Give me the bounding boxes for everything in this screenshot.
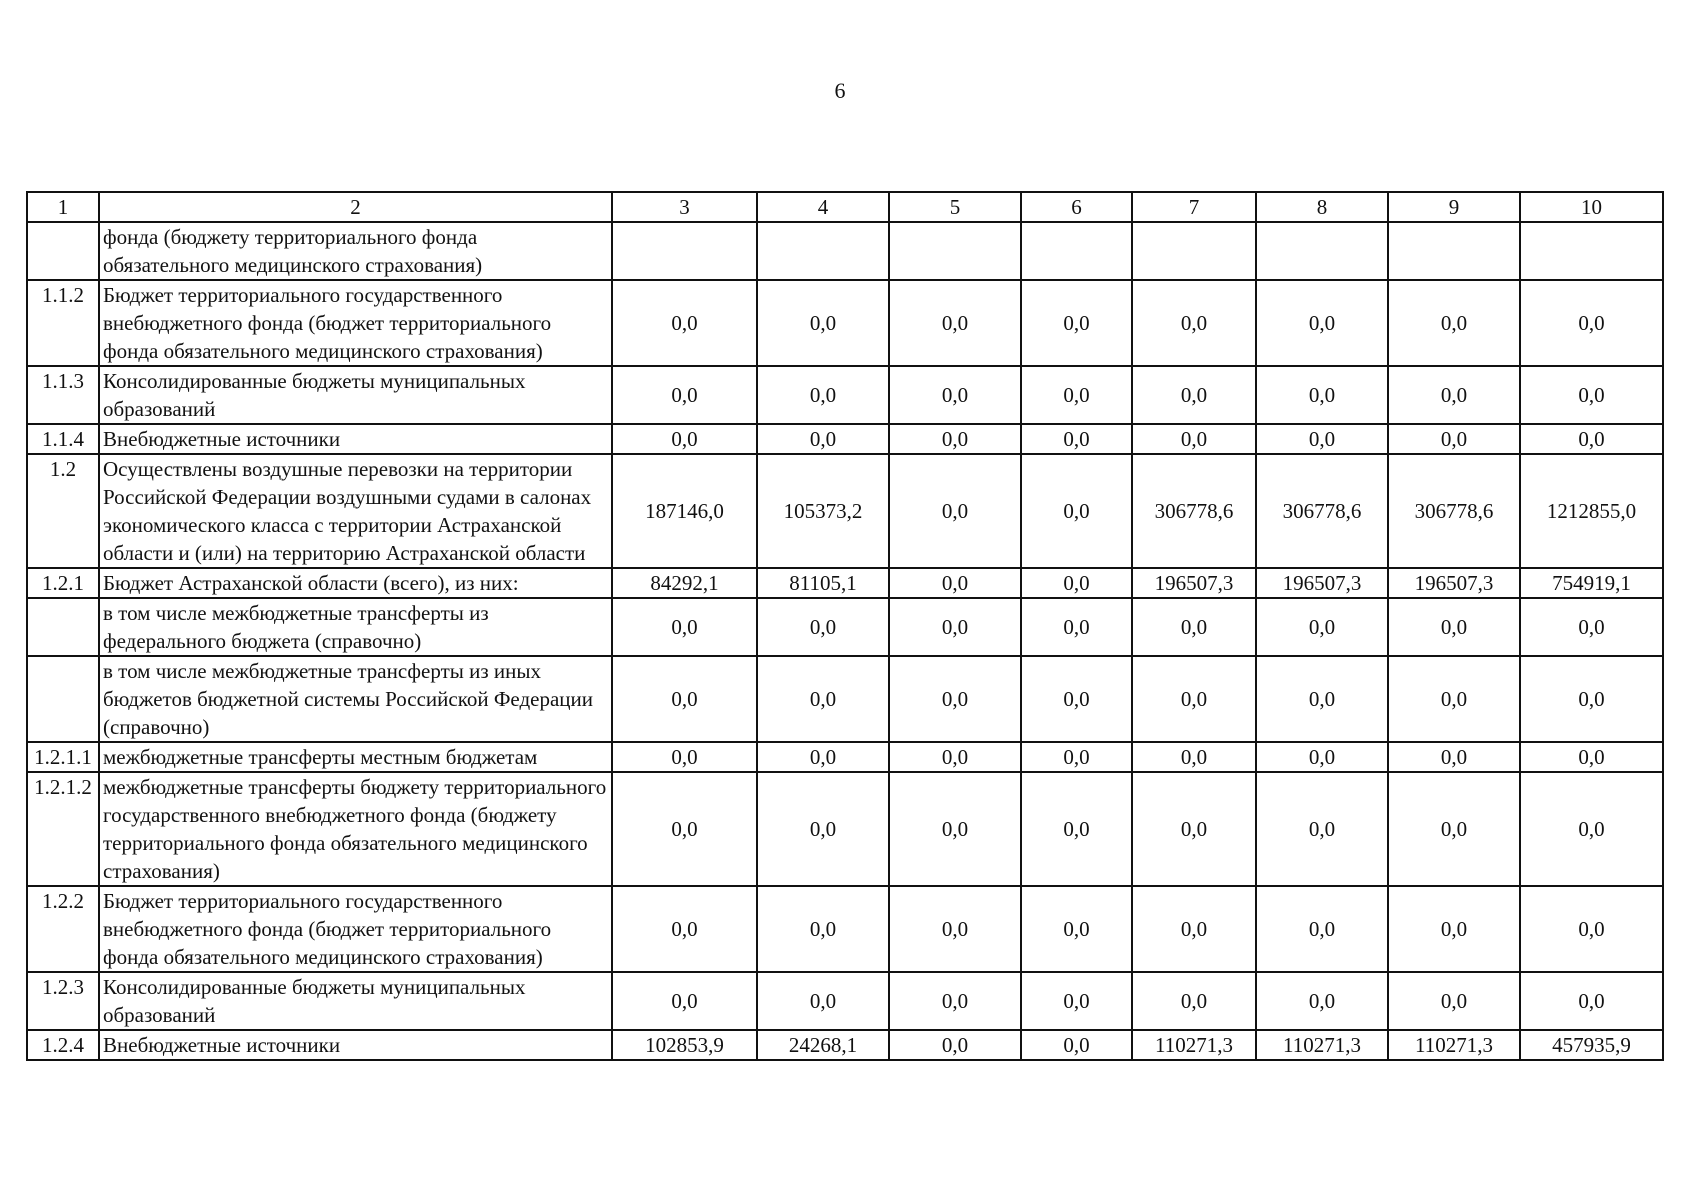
value-cell: 110271,3 — [1132, 1030, 1256, 1060]
value-cell: 0,0 — [1021, 366, 1132, 424]
row-description-cell: Бюджет Астраханской области (всего), из них: — [99, 568, 612, 598]
value-cell — [1388, 222, 1520, 280]
value-cell — [612, 222, 757, 280]
table-body — [27, 192, 1663, 1060]
value-cell: 306778,6 — [1256, 454, 1388, 568]
row-code-cell — [27, 598, 99, 656]
value-cell: 306778,6 — [1388, 454, 1520, 568]
row-code-cell: 1.2.3 — [27, 972, 99, 1030]
value-cell: 0,0 — [889, 598, 1021, 656]
value-cell: 0,0 — [1388, 656, 1520, 742]
value-cell: 0,0 — [757, 598, 889, 656]
value-cell: 0,0 — [889, 280, 1021, 366]
value-cell: 0,0 — [889, 742, 1021, 772]
table-row — [27, 598, 1663, 656]
row-code-cell — [27, 656, 99, 742]
budget-table — [26, 191, 1664, 1061]
value-cell: 0,0 — [1132, 742, 1256, 772]
value-cell: 0,0 — [757, 280, 889, 366]
value-cell: 0,0 — [1256, 424, 1388, 454]
budget-table-container — [26, 191, 1662, 1061]
value-cell: 0,0 — [612, 280, 757, 366]
value-cell — [757, 222, 889, 280]
value-cell: 0,0 — [1388, 742, 1520, 772]
value-cell: 0,0 — [1256, 886, 1388, 972]
value-cell: 0,0 — [889, 886, 1021, 972]
row-code-cell: 1.2.2 — [27, 886, 99, 972]
value-cell: 0,0 — [889, 1030, 1021, 1060]
row-code-cell: 1.1.2 — [27, 280, 99, 366]
value-cell: 0,0 — [757, 656, 889, 742]
page-number: 6 — [834, 78, 846, 103]
row-description-cell: межбюджетные трансферты бюджету территориального государственного внебюджетного фонда (бюджету территориального фонда обязательного медицинского страхования) — [99, 772, 612, 886]
table-row — [27, 280, 1663, 366]
value-cell: 105373,2 — [757, 454, 889, 568]
value-cell: 0,0 — [1388, 424, 1520, 454]
row-code-cell — [27, 222, 99, 280]
value-cell: 0,0 — [1021, 568, 1132, 598]
row-description-cell: в том числе межбюджетные трансферты из федерального бюджета (справочно) — [99, 598, 612, 656]
table-row — [27, 886, 1663, 972]
value-cell: 0,0 — [612, 886, 757, 972]
table-row — [27, 424, 1663, 454]
value-cell: 306778,6 — [1132, 454, 1256, 568]
row-code-cell: 1.2.4 — [27, 1030, 99, 1060]
table-row — [27, 1030, 1663, 1060]
value-cell: 0,0 — [757, 742, 889, 772]
value-cell — [1021, 222, 1132, 280]
value-cell: 0,0 — [1021, 1030, 1132, 1060]
row-description-cell: Внебюджетные источники — [99, 1030, 612, 1060]
value-cell: 0,0 — [1256, 598, 1388, 656]
row-description-cell: Консолидированные бюджеты муниципальных образований — [99, 972, 612, 1030]
value-cell: 0,0 — [1520, 772, 1663, 886]
value-cell: 0,0 — [1021, 772, 1132, 886]
value-cell: 0,0 — [757, 772, 889, 886]
value-cell: 0,0 — [612, 972, 757, 1030]
row-code-cell: 1.2 — [27, 454, 99, 568]
value-cell: 0,0 — [889, 656, 1021, 742]
table-row — [27, 568, 1663, 598]
column-number-cell: 9 — [1388, 192, 1520, 222]
value-cell: 0,0 — [889, 972, 1021, 1030]
column-number-cell: 3 — [612, 192, 757, 222]
value-cell: 1212855,0 — [1520, 454, 1663, 568]
value-cell: 0,0 — [612, 598, 757, 656]
value-cell: 0,0 — [1520, 886, 1663, 972]
value-cell: 0,0 — [1132, 598, 1256, 656]
value-cell: 0,0 — [1021, 656, 1132, 742]
value-cell: 0,0 — [1520, 656, 1663, 742]
value-cell — [1520, 222, 1663, 280]
value-cell: 0,0 — [1021, 886, 1132, 972]
table-row — [27, 742, 1663, 772]
value-cell: 0,0 — [612, 656, 757, 742]
table-row — [27, 222, 1663, 280]
value-cell: 457935,9 — [1520, 1030, 1663, 1060]
value-cell: 0,0 — [1256, 972, 1388, 1030]
value-cell: 0,0 — [889, 454, 1021, 568]
value-cell: 0,0 — [1520, 280, 1663, 366]
value-cell — [889, 222, 1021, 280]
value-cell: 754919,1 — [1520, 568, 1663, 598]
value-cell: 0,0 — [1021, 598, 1132, 656]
column-number-cell: 7 — [1132, 192, 1256, 222]
value-cell: 0,0 — [1132, 656, 1256, 742]
value-cell: 102853,9 — [612, 1030, 757, 1060]
value-cell: 0,0 — [1132, 366, 1256, 424]
value-cell: 0,0 — [1021, 742, 1132, 772]
value-cell: 24268,1 — [757, 1030, 889, 1060]
table-row — [27, 366, 1663, 424]
value-cell: 0,0 — [1021, 424, 1132, 454]
row-description-cell: Консолидированные бюджеты муниципальных образований — [99, 366, 612, 424]
value-cell: 0,0 — [612, 742, 757, 772]
row-description-cell: межбюджетные трансферты местным бюджетам — [99, 742, 612, 772]
value-cell: 0,0 — [612, 772, 757, 886]
value-cell: 0,0 — [1256, 366, 1388, 424]
value-cell: 0,0 — [889, 568, 1021, 598]
column-number-cell: 10 — [1520, 192, 1663, 222]
value-cell: 0,0 — [1256, 280, 1388, 366]
value-cell: 0,0 — [1520, 424, 1663, 454]
value-cell: 0,0 — [1132, 424, 1256, 454]
row-description-cell: Бюджет территориального государственного внебюджетного фонда (бюджет территориального фонда обязательного медицинского страхования) — [99, 280, 612, 366]
value-cell: 0,0 — [1021, 972, 1132, 1030]
value-cell: 187146,0 — [612, 454, 757, 568]
value-cell: 110271,3 — [1388, 1030, 1520, 1060]
value-cell: 0,0 — [1132, 886, 1256, 972]
value-cell: 0,0 — [1021, 280, 1132, 366]
row-code-cell: 1.2.1.2 — [27, 772, 99, 886]
value-cell: 0,0 — [1256, 772, 1388, 886]
column-number-cell: 5 — [889, 192, 1021, 222]
value-cell: 0,0 — [1388, 772, 1520, 886]
table-row — [27, 454, 1663, 568]
value-cell: 0,0 — [1520, 742, 1663, 772]
table-row — [27, 656, 1663, 742]
value-cell: 0,0 — [889, 772, 1021, 886]
value-cell: 0,0 — [1388, 886, 1520, 972]
row-description-cell: фонда (бюджету территориального фонда обязательного медицинского страхования) — [99, 222, 612, 280]
row-code-cell: 1.2.1.1 — [27, 742, 99, 772]
column-number-cell: 8 — [1256, 192, 1388, 222]
value-cell: 0,0 — [1388, 366, 1520, 424]
value-cell: 0,0 — [757, 886, 889, 972]
table-row — [27, 972, 1663, 1030]
value-cell: 0,0 — [889, 366, 1021, 424]
value-cell: 196507,3 — [1132, 568, 1256, 598]
value-cell: 196507,3 — [1388, 568, 1520, 598]
value-cell: 110271,3 — [1256, 1030, 1388, 1060]
column-number-cell: 2 — [99, 192, 612, 222]
value-cell: 84292,1 — [612, 568, 757, 598]
value-cell: 0,0 — [1132, 772, 1256, 886]
column-number-cell: 6 — [1021, 192, 1132, 222]
value-cell: 0,0 — [612, 424, 757, 454]
value-cell — [1256, 222, 1388, 280]
table-row — [27, 772, 1663, 886]
value-cell: 0,0 — [1132, 972, 1256, 1030]
value-cell — [1132, 222, 1256, 280]
value-cell: 0,0 — [1388, 598, 1520, 656]
row-description-cell: Осуществлены воздушные перевозки на территории Российской Федерации воздушными судами в салонах экономического класса с территории Астраханской области и (или) на территорию Астраханской области — [99, 454, 612, 568]
value-cell: 0,0 — [1520, 972, 1663, 1030]
row-description-cell: в том числе межбюджетные трансферты из иных бюджетов бюджетной системы Российской Федерации (справочно) — [99, 656, 612, 742]
value-cell: 0,0 — [1021, 454, 1132, 568]
value-cell: 0,0 — [1388, 972, 1520, 1030]
value-cell: 0,0 — [1256, 656, 1388, 742]
value-cell: 0,0 — [757, 972, 889, 1030]
value-cell: 0,0 — [1132, 280, 1256, 366]
value-cell: 0,0 — [1520, 366, 1663, 424]
value-cell: 81105,1 — [757, 568, 889, 598]
column-number-cell: 4 — [757, 192, 889, 222]
value-cell: 0,0 — [757, 424, 889, 454]
row-description-cell: Внебюджетные источники — [99, 424, 612, 454]
value-cell: 0,0 — [889, 424, 1021, 454]
value-cell: 0,0 — [612, 366, 757, 424]
value-cell: 0,0 — [1388, 280, 1520, 366]
column-number-cell: 1 — [27, 192, 99, 222]
row-code-cell: 1.1.3 — [27, 366, 99, 424]
row-code-cell: 1.1.4 — [27, 424, 99, 454]
row-description-cell: Бюджет территориального государственного внебюджетного фонда (бюджет территориального фонда обязательного медицинского страхования) — [99, 886, 612, 972]
value-cell: 0,0 — [1256, 742, 1388, 772]
column-number-row — [27, 192, 1663, 222]
value-cell: 0,0 — [1520, 598, 1663, 656]
value-cell: 196507,3 — [1256, 568, 1388, 598]
row-code-cell: 1.2.1 — [27, 568, 99, 598]
value-cell: 0,0 — [757, 366, 889, 424]
